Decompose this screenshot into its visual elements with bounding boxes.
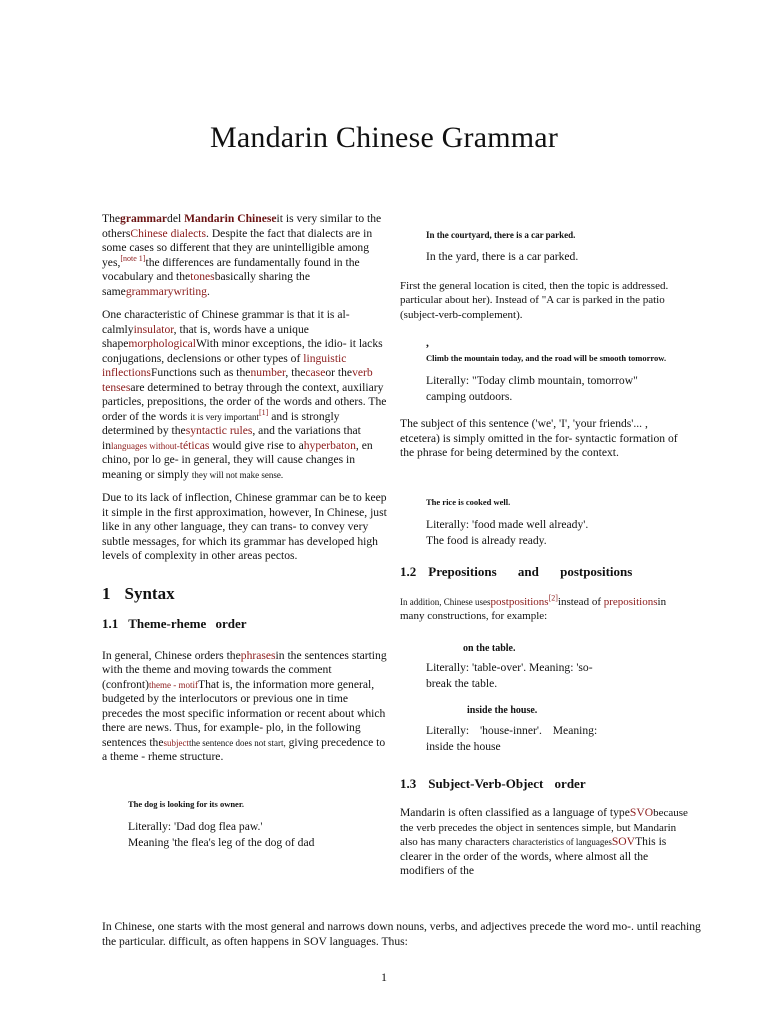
example-table-heading: on the table.	[463, 642, 516, 654]
example-house-literal: Literally: 'house-inner'. Meaning:	[426, 723, 598, 737]
link-grammar[interactable]: grammar	[120, 212, 168, 225]
example-courtyard-line: In the yard, there is a car parked.	[426, 249, 579, 263]
intro-paragraph-1: Thegrammardel Mandarin Chineseit is very similar to the othersChinese dialects. Despite the fact that dialects are in some cases so different that they are unintelligible among yes,[note 1]the differences are fundamentally found in the vocabulary and thetonesbasically sharing the samegrammarywriting.	[102, 212, 382, 298]
page-number: 1	[381, 970, 387, 984]
link-theme-motif[interactable]: theme - motif	[149, 679, 198, 690]
example-rice-heading: The rice is cooked well.	[426, 496, 511, 507]
example-climb-meaning: camping outdoors.	[426, 390, 513, 403]
link-insulator[interactable]: insulator	[133, 322, 174, 336]
link-prepositions[interactable]: prepositions	[603, 595, 658, 608]
link-verb-tenses[interactable]: verb tenses	[102, 366, 373, 394]
link-hyperbaton[interactable]: hyperbaton	[303, 438, 356, 452]
link-languages-without-tetics[interactable]: languages without-	[111, 440, 180, 451]
section-1-3-heading: 1.3 Subject-Verb-Object order	[400, 775, 586, 791]
example-table-literal: Literally: 'table-over'. Meaning: 'so- break the table.	[426, 661, 593, 690]
example-rice-literal: Literally: 'food made well already'.	[426, 518, 589, 531]
link-postpositions[interactable]: postpositions	[490, 595, 549, 608]
link-mandarin-chinese[interactable]: Mandarin Chinese	[184, 212, 277, 225]
link-morphological[interactable]: morphological	[128, 337, 197, 350]
section-1-1-heading: 1.1 Theme-rheme order	[102, 616, 247, 631]
right-column	[400, 228, 688, 879]
theme-rheme-paragraph: In general, Chinese orders thephrasesin the sentences starting with the theme and moving towards the comment (confront)theme - motifThat is, the information more general, budgeted by the interlocutors or previous one in time precedes the most specific information or recent about which there are news. Thus, for example- plo, in the following sentences thesubjectthe sentence does not start, giving precedence to a theme - rheme structure.	[102, 648, 387, 763]
link-grammary[interactable]: grammary	[125, 284, 174, 298]
intro-paragraph-3: Due to its lack of inflection, Chinese grammar can be to keep it simple in the first approximation, however, In Chinese, just like in any other language, they can trans- to convey very subtle messages, for which its grammar has developed high levels of complexity in other areas pectos.	[102, 491, 387, 562]
link-chinese-dialects[interactable]: Chinese dialects	[130, 226, 207, 240]
postpositions-paragraph: In addition, Chinese usespostpositions[2]instead of prepositionsin many constructions, for example:	[400, 592, 667, 622]
example-climb-literal: Literally: "Today climb mountain, tomorrow"	[426, 374, 638, 387]
page-title: Mandarin Chinese Grammar	[209, 121, 559, 154]
note-1-ref[interactable]: [note 1]	[120, 253, 146, 263]
left-column	[102, 212, 390, 851]
section-1-heading: 1 Syntax	[102, 583, 175, 603]
example-dog-meaning: Meaning 'the flea's leg of the dog of dad	[128, 836, 315, 849]
location-paragraph: First the general location is cited, then the topic is addressed. particular about her). Instead of "A car is parked in the patio (subject-verb-complement).	[400, 279, 669, 321]
link-teticas[interactable]: téticas	[179, 438, 210, 452]
link-case[interactable]: case	[305, 366, 326, 379]
link-writing[interactable]: writing	[173, 284, 207, 298]
subject-omitted-paragraph: The subject of this sentence ('we', 'I', 'your friends'... , etcetera) is simply omitted in the for- syntactic formation of the phrase for being determined by the context.	[400, 417, 678, 459]
section-1-2-heading: 1.2 Prepositions and postpositions	[400, 564, 633, 579]
example-rice-meaning: The food is already ready.	[426, 534, 547, 547]
intro-paragraph-2: One characteristic of Chinese grammar is that it is al-calmlyinsulator, that is, words have a unique shapemorphologicalWith minor exceptions, the idio- it lacks conjugations, declensions or other types of linguistic inflectionsFunctions such as thenumber, thecaseor theverb tensesare determined to betray through the context, auxiliary particles, prepositions, the order of the words and others. The order of the words it is very important[1] and is strongly determined by thesyntactic rules, and the variations that inlanguages without-téticas would give rise to ahyperbaton, en chino, por lo ge- in general, they will cause changes in meaning or simply they will not make sense.	[102, 308, 387, 481]
example-house-meaning: inside the house	[426, 739, 501, 753]
link-svo[interactable]: SVO	[629, 806, 654, 819]
link-syntactic-rules[interactable]: syntactic rules	[185, 424, 253, 437]
example-dog-heading: The dog is looking for its owner.	[128, 798, 244, 809]
ref-1[interactable]: [1]	[258, 407, 269, 417]
link-tones[interactable]: tones	[190, 270, 215, 283]
link-linguistic-inflections[interactable]: linguistic inflections	[102, 351, 347, 379]
svo-paragraph: Mandarin is often classified as a language of typeSVObecause the verb precedes the object in sentences simple, but Mandarin also has many characters characteristics of languagesSOVThis is clearer in the order of the words, where almost all the modifiers of the	[400, 806, 688, 877]
comma-mark: ,	[426, 336, 429, 349]
example-courtyard-heading: In the courtyard, there is a car parked.	[426, 230, 576, 240]
wide-paragraph: In Chinese, one starts with the most general and narrows down nouns, verbs, and adjectives precede the word mo-. until reaching the particular. difficult, as often happens in SOV languages. Thus:	[102, 920, 701, 948]
example-climb-heading: Climb the mountain today, and the road will be smooth tomorrow.	[426, 352, 667, 363]
example-dog	[102, 797, 390, 852]
link-sov[interactable]: SOV	[611, 835, 636, 848]
ref-2[interactable]: [2]	[548, 592, 558, 602]
link-subject[interactable]: subject	[163, 737, 189, 748]
link-phrases[interactable]: phrases	[240, 648, 276, 662]
example-dog-literal: Literally: 'Dad dog flea paw.'	[128, 820, 263, 833]
example-house-heading: inside the house.	[467, 705, 538, 716]
link-number[interactable]: number	[250, 366, 286, 379]
